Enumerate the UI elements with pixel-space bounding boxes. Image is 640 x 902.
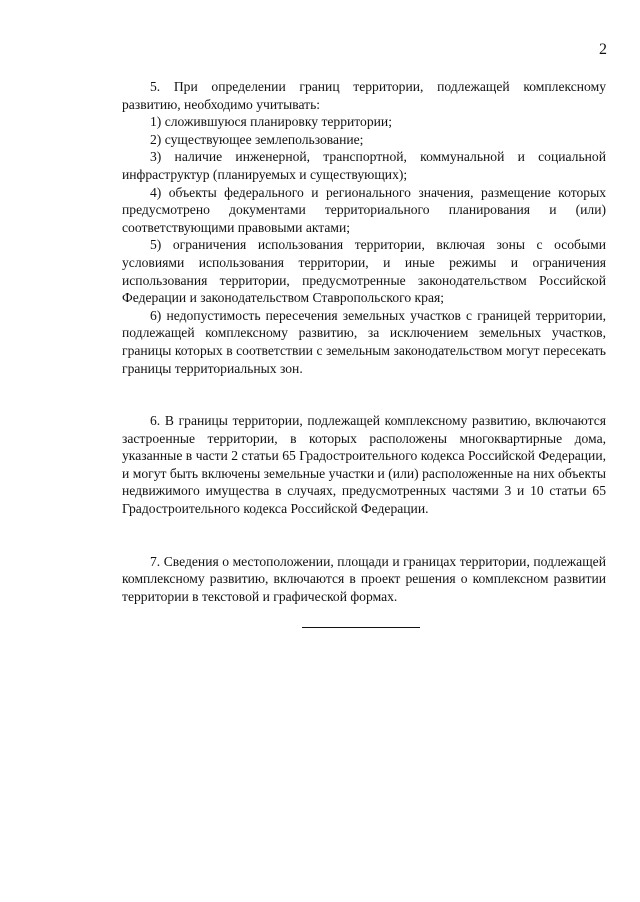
section-5-item-3: 3) наличие инженерной, транспортной, коммунальной и социальной инфраструктур (планируемых и существующих);: [122, 149, 606, 182]
section-6: 6. В границы территории, подлежащей комплексному развитию, включаются застроенные территории, в которых расположены многоквартирные дома, указанные в части 2 статьи 65 Градостроительного кодекса Российской Федерации, и могут быть включены земельные участки и (или) расположенные на них объекты недвижимого имущества в случаях, предусмотренных частями 3 и 10 статьи 65 Градостроительного кодекса Российской Федерации.: [122, 413, 606, 517]
section-5-item-6: 6) недопустимость пересечения земельных участков с границей территории, подлежащей комплексному развитию, за исключением земельных участков, границы которых в соответствии с земельным законодательством могут пересекать границы территориальных зон.: [122, 307, 606, 376]
section-5-item-2: 2) существующее землепользование;: [150, 131, 364, 147]
section-5-intro: 5. При определении границ территории, подлежащей комплексному развитию, необходимо учитывать:: [122, 79, 606, 112]
end-separator-line: [302, 627, 420, 628]
section-5-item-1: 1) сложившуюся планировку территории;: [150, 114, 392, 130]
paragraph-gap: [122, 377, 606, 412]
page-number: 2: [599, 41, 607, 58]
paragraph-gap: [122, 518, 606, 553]
document-body: [122, 78, 606, 605]
section-7: 7. Сведения о местоположении, площади и границах территории, подлежащей комплексному развитию, включаются в проект решения о комплексном развитии территории в текстовой и графической формах.: [122, 553, 606, 604]
section-5-item-5: 5) ограничения использования территории, включая зоны с особыми условиями использования территории, и иные режимы и ограничения использования территории, предусмотренные законодательством Российской Федерации и законодательством Ставропольского края;: [122, 237, 606, 306]
section-5-item-4: 4) объекты федерального и регионального значения, размещение которых предусмотрено документами территориального планирования и (или) соответствующими правовыми актами;: [122, 184, 606, 235]
